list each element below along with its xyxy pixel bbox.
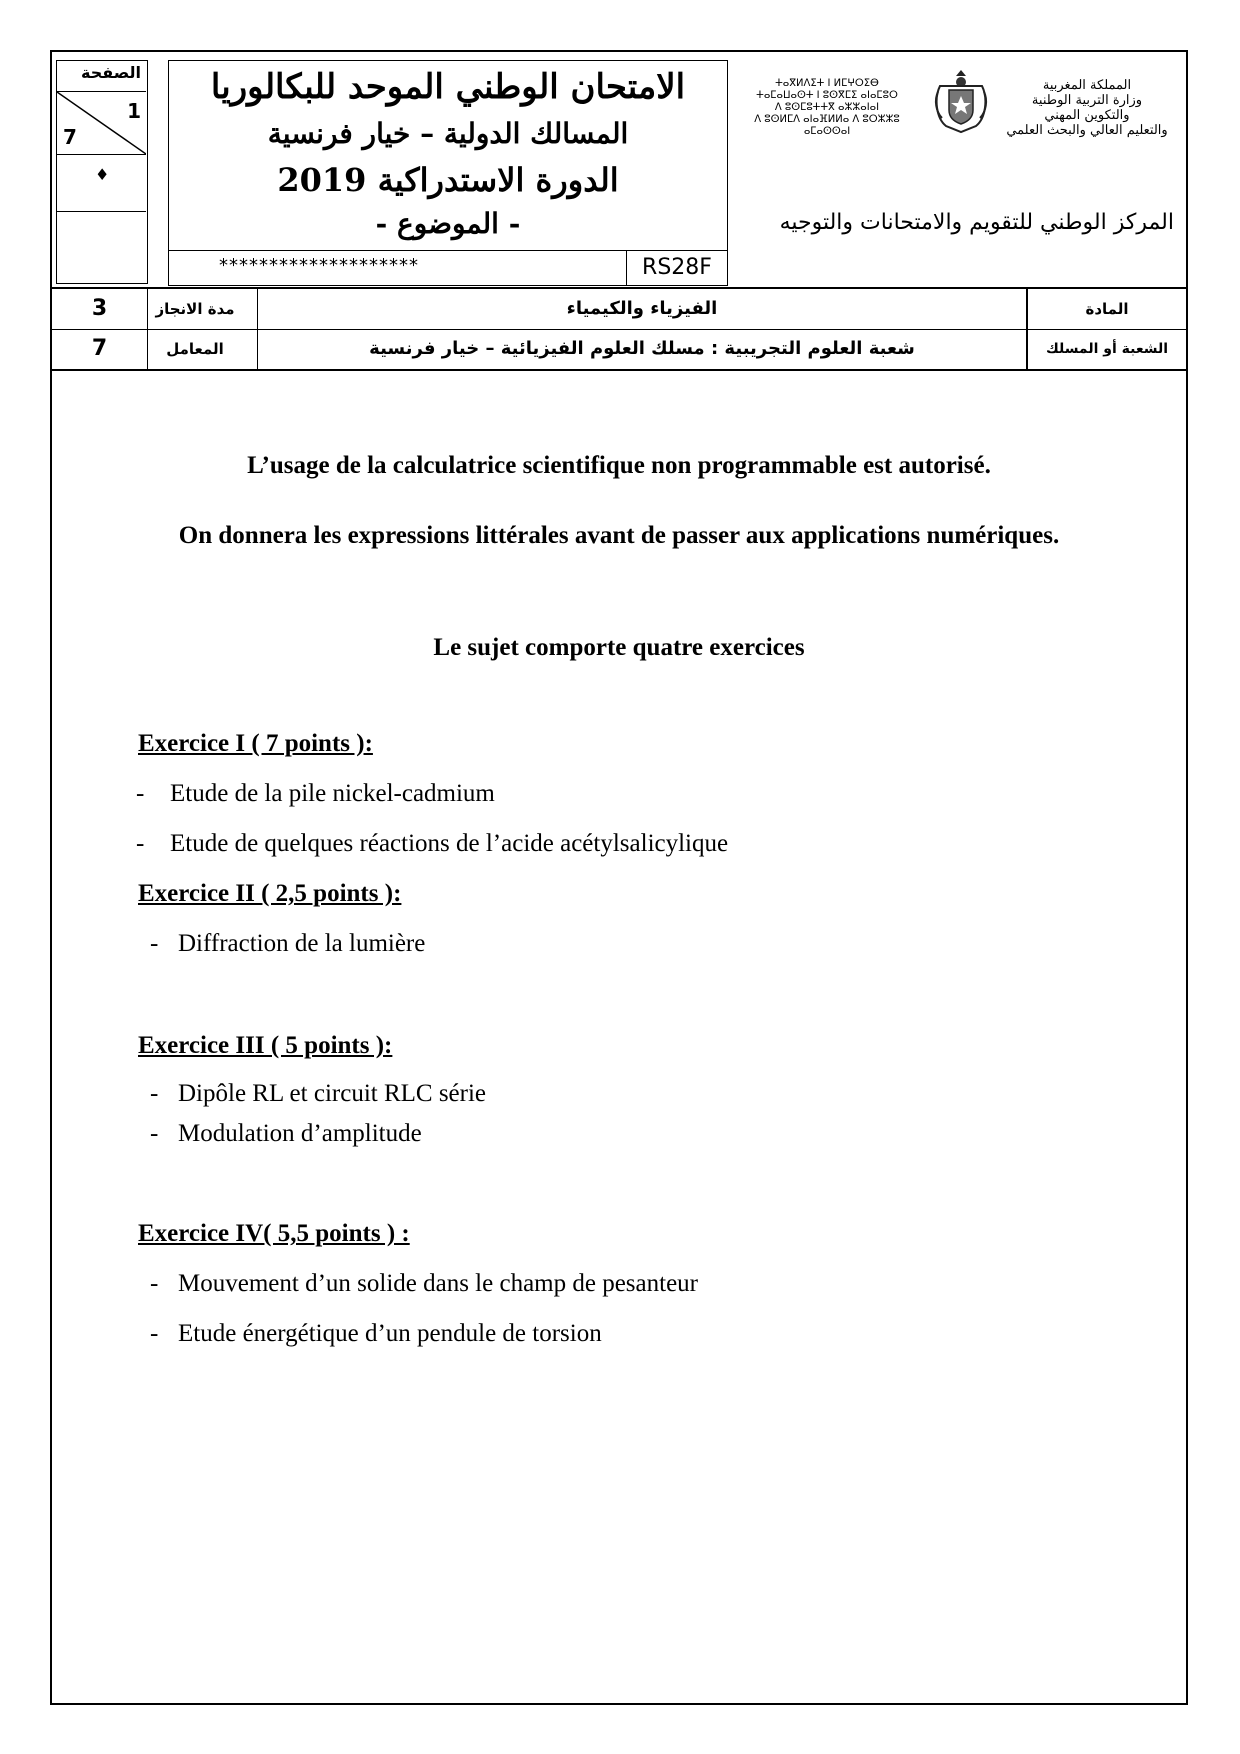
ministry-line: وزارة التربية الوطنية — [1031, 93, 1143, 108]
dash: - — [150, 1080, 159, 1107]
exercise-item: Etude de la pile nickel-cadmium — [170, 780, 495, 807]
list-item — [150, 1080, 487, 1108]
diamond-icon: ♦ — [95, 165, 110, 184]
info-row-subject — [52, 289, 1186, 330]
tifinagh-line: ⴷ ⵓⵙⵍⵎⴷ ⴰⵏⴰⴼⵍⵍⴰ ⴷ ⵓⵔⵣⵣⵓ ⴰⵎⴰⵙⵙⴰⵏ — [754, 114, 900, 137]
coef-value: 7 — [91, 336, 108, 361]
exercise-item: Diffraction de la lumière — [178, 930, 426, 957]
dash: - — [150, 930, 159, 957]
subject-value: الفيزياء والكيمياء — [257, 289, 1027, 329]
coat-of-arms-icon — [932, 68, 990, 134]
page-number-box — [56, 60, 148, 284]
ministry-line: المملكة المغربية — [1042, 78, 1132, 93]
exercise-item: Modulation d’amplitude — [178, 1120, 422, 1147]
duration-label: مدة الانجاز — [147, 289, 242, 329]
info-table — [52, 287, 1186, 371]
exercise-item: Dipôle RL et circuit RLC série — [178, 1080, 487, 1107]
list-item — [150, 930, 426, 958]
tifinagh-line: ⵜⴰⴳⵍⴷⵉⵜ ⵏ ⵍⵎⵖⵔⵉⴱ — [775, 78, 879, 89]
exam-track: المسالك الدولية – خيار فرنسية — [267, 117, 629, 150]
list-item — [150, 1320, 602, 1348]
center-name: المركز الوطني للتقويم والامتحانات والتوجيه — [779, 210, 1174, 235]
code-line — [169, 250, 727, 285]
exercise-item: Mouvement d’un solide dans le champ de pesanteur — [178, 1270, 698, 1297]
ministry-line: والتكوين المهني — [1044, 108, 1130, 123]
list-item — [136, 780, 495, 808]
dash: - — [150, 1320, 159, 1347]
page-frame — [50, 50, 1188, 1705]
tifinagh-line: ⴷ ⵓⵙⵎⵓⵜⵜⴳ ⴰⵣⵣⴰⵏⴰⵏ — [774, 102, 880, 113]
exam-title-box — [168, 60, 728, 286]
institution-box — [742, 60, 1182, 286]
ministry-name — [1002, 78, 1172, 138]
page-label: الصفحة — [80, 63, 141, 82]
track-label: الشعبة أو المسلك — [1027, 329, 1186, 369]
list-item — [150, 1270, 698, 1298]
exam-session: الدورة الاستدراكية 2019 — [277, 161, 619, 199]
dash: - — [150, 1270, 159, 1297]
stars-divider: ******************** — [219, 255, 419, 276]
header — [52, 52, 1186, 287]
exercise-item: Etude énergétique d’un pendule de torsion — [178, 1320, 602, 1347]
exam-type: - الموضوع - — [375, 207, 521, 240]
instruction-calculator: L’usage de la calculatrice scientifique non programmable est autorisé. — [247, 452, 991, 479]
dash: - — [136, 830, 145, 857]
subject-label: المادة — [1027, 289, 1186, 329]
exam-code: RS28F — [626, 251, 727, 285]
page-total: 7 — [63, 125, 77, 149]
dash: - — [136, 780, 145, 807]
ministry-line: والتعليم العالي والبحث العلمي — [1006, 123, 1168, 138]
instruction-exercise-count: Le sujet comporte quatre exercices — [433, 634, 805, 661]
coef-label: المعامل — [147, 329, 242, 369]
track-value: شعبة العلوم التجريبية : مسلك العلوم الفيزيائية – خيار فرنسية — [257, 329, 1027, 369]
tifinagh-text — [742, 78, 912, 138]
instruction-expressions: On donnera les expressions littérales avant de passer aux applications numériques. — [178, 522, 1060, 549]
list-item — [136, 830, 729, 858]
exercise-2-title: Exercice II ( 2,5 points ): — [138, 880, 402, 907]
list-item — [150, 1120, 422, 1148]
exam-title: الامتحان الوطني الموحد للبكالوريا — [210, 67, 686, 107]
exercise-3-title: Exercice III ( 5 points ): — [138, 1032, 393, 1059]
tifinagh-line: ⵜⴰⵎⴰⵡⴰⵙⵜ ⵏ ⵓⵙⴳⵎⵉ ⴰⵏⴰⵎⵓⵔ — [756, 90, 898, 101]
dash: - — [150, 1120, 159, 1147]
info-row-track — [52, 329, 1186, 369]
page-number: 1 — [127, 99, 141, 123]
exercise-4-title: Exercice IV( 5,5 points ) : — [138, 1220, 410, 1247]
exercise-1-title: Exercice I ( 7 points ): — [138, 730, 373, 757]
duration-value: 3 — [91, 296, 108, 321]
exercise-item: Etude de quelques réactions de l’acide acétylsalicylique — [170, 830, 729, 857]
blank-box — [57, 211, 146, 284]
